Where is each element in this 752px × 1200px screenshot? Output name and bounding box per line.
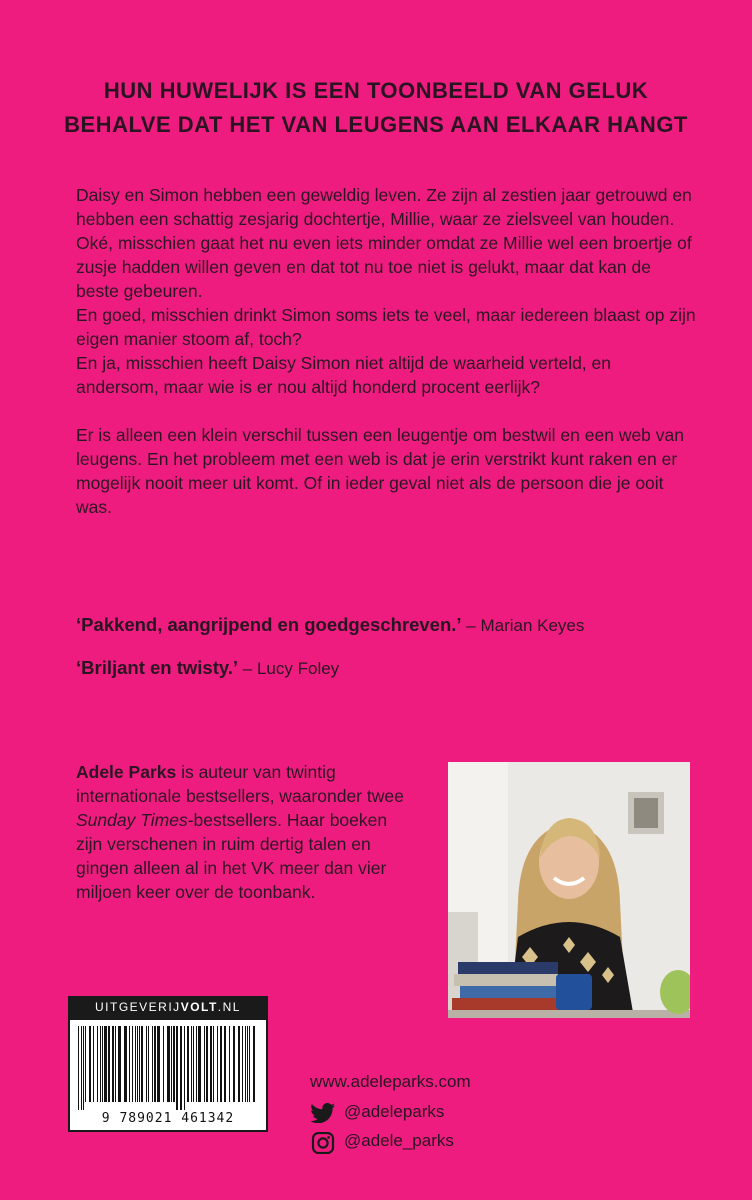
quote-source: – Marian Keyes — [461, 616, 585, 635]
quote-text: ‘Briljant en twisty.’ — [76, 657, 239, 678]
quote-text: ‘Pakkend, aangrijpend en goedgeschreven.’ — [76, 614, 462, 635]
quote-source: – Lucy Foley — [238, 659, 340, 678]
headline-line-2: BEHALVE DAT HET VAN LEUGENS AAN ELKAAR HANGT — [64, 112, 688, 137]
bio-italic: Sunday Times — [76, 810, 188, 830]
bio-text: -bestsellers. Haar boeken zijn verschenen in ruim dertig talen en gingen alleen al in het VK meer dan vier miljoen keer over de toonbank. — [76, 810, 388, 902]
blurb-paragraph: Oké, misschien gaat het nu even iets minder omdat ze Millie wel een broertje of zusje hadden willen geven en dat tot nu toe niet is gelukt, maar dat kan de beste gebeuren. — [76, 233, 692, 301]
headline — [0, 74, 752, 142]
website-text[interactable]: www.adeleparks.com — [310, 1072, 471, 1091]
twitter-text[interactable]: @adeleparks — [344, 1102, 445, 1121]
author-photo — [448, 762, 690, 1018]
blurb-paragraph: Daisy en Simon hebben een geweldig leven. Ze zijn al zestien jaar getrouwd en hebben een schattig zesjarig dochtertje, Millie, waar ze zielsveel van houden. — [76, 185, 692, 229]
publisher-suffix: .NL — [217, 1000, 241, 1014]
publisher-prefix: UITGEVERIJ — [95, 1000, 181, 1014]
author-name: Adele Parks — [76, 762, 177, 782]
twitter-icon — [310, 1103, 336, 1123]
author-bio — [76, 760, 416, 904]
blurb-paragraph: Er is alleen een klein verschil tussen een leugentje om bestwil en een web van leugens. En het probleem met een web is dat je erin verstrikt kunt raken en er mogelijk nooit meer uit komt. Of in ieder geval niet als de persoon die je ooit was. — [76, 425, 684, 517]
blurb-paragraph: En goed, misschien drinkt Simon soms iets te veel, maar iedereen blaast op zijn eigen manier stoom af, toch? — [76, 305, 696, 349]
blurb — [76, 183, 696, 519]
barcode — [68, 1018, 268, 1132]
barcode-digits: 9 789021 461342 — [101, 1111, 235, 1126]
review-quote — [76, 614, 716, 636]
headline-line-1: HUN HUWELIJK IS EEN TOONBEELD VAN GELUK — [103, 78, 649, 103]
bio-text: is auteur van twintig internationale bestsellers, waaronder twee — [76, 762, 404, 806]
instagram-text[interactable]: @adele_parks — [344, 1131, 454, 1150]
publisher-bold: VOLT — [180, 1000, 218, 1014]
publisher-label — [68, 996, 268, 1018]
blurb-paragraph: En ja, misschien heeft Daisy Simon niet altijd de waarheid verteld, en andersom, maar wie is er nou altijd honderd procent eerlijk? — [76, 353, 611, 397]
instagram-handle[interactable] — [310, 1131, 454, 1152]
barcode-bars — [70, 1026, 266, 1110]
instagram-icon — [310, 1132, 336, 1152]
twitter-handle[interactable] — [310, 1102, 444, 1123]
website-link[interactable] — [310, 1072, 471, 1092]
review-quote — [76, 657, 716, 679]
